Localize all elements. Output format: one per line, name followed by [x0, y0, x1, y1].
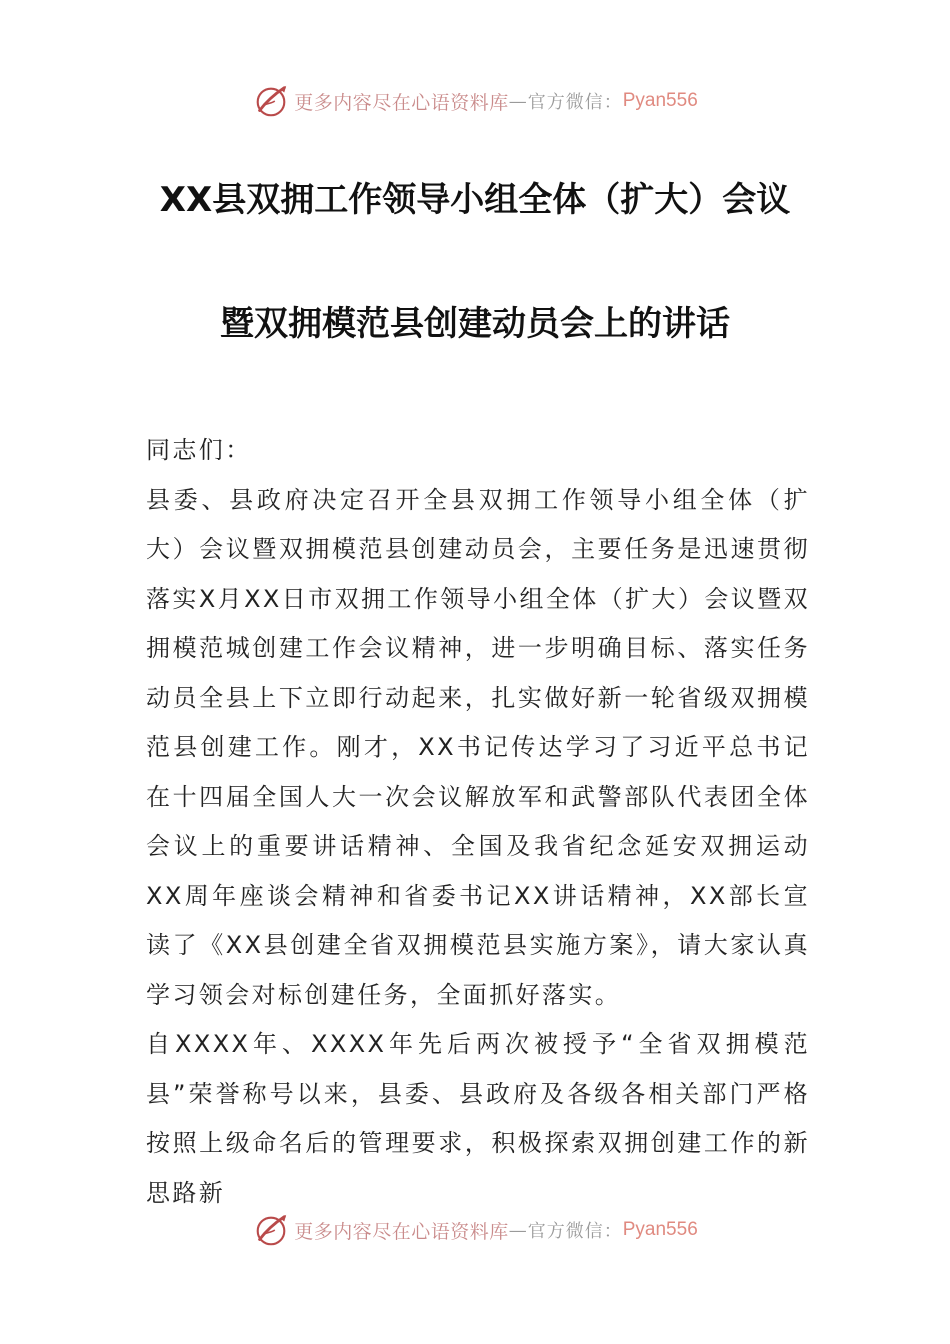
- watermark-wechat-handle: Pyan556: [622, 90, 698, 111]
- footer-watermark: [0, 1205, 950, 1255]
- watermark-separator: —: [508, 90, 528, 112]
- paragraph-2: 自XXXX年、XXXX年先后两次被授予“全省双拥模范县”荣誉称号以来，县委、县政府及各级各相关部门严格按照上级命名后的管理要求，积极探索双拥创建工作的新思路新: [146, 1030, 810, 1207]
- watermark-wechat-label: 官方微信：: [527, 92, 623, 113]
- watermark-wechat-label: 官方微信：: [527, 1221, 623, 1242]
- salutation: 同志们：: [146, 436, 252, 464]
- watermark-wechat-handle: Pyan556: [622, 1219, 698, 1240]
- document-title-line1: XX县双拥工作领导小组全体（扩大）会议: [159, 180, 791, 220]
- header-watermark: [0, 76, 950, 126]
- paragraph-1: 县委、县政府决定召开全县双拥工作领导小组全体（扩大）会议暨双拥模范县创建动员会，主要任务是迅速贯彻落实X月XX日市双拥工作领导小组全体（扩大）会议暨双拥模范城创建工作会议精神，进一步明确目标、落实任务动员全县上下立即行动起来，扎实做好新一轮省级双拥模范县创建工作。刚才，XX书记传达学习了习近平总书记在十四届全国人大一次会议解放军和武警部队代表团全体会议上的重要讲话精神、全国及我省纪念延安双拥运动XX周年座谈会精神和省委书记XX讲话精神，XX部长宣读了《XX县创建全省双拥模范县实施方案》，请大家认真学习领会对标创建任务，全面抓好落实。: [146, 485, 810, 1009]
- watermark-separator: —: [508, 1219, 528, 1241]
- watermark-brand-text: 更多内容尽在心语资料库: [294, 91, 509, 114]
- watermark-brand-text: 更多内容尽在心语资料库: [294, 1220, 509, 1243]
- pen-circle-logo-icon: [252, 1211, 290, 1249]
- document-body: [146, 426, 810, 1218]
- document-title-line2: 暨双拥模范县创建动员会上的讲话: [220, 304, 730, 344]
- pen-circle-logo-icon: [252, 82, 290, 120]
